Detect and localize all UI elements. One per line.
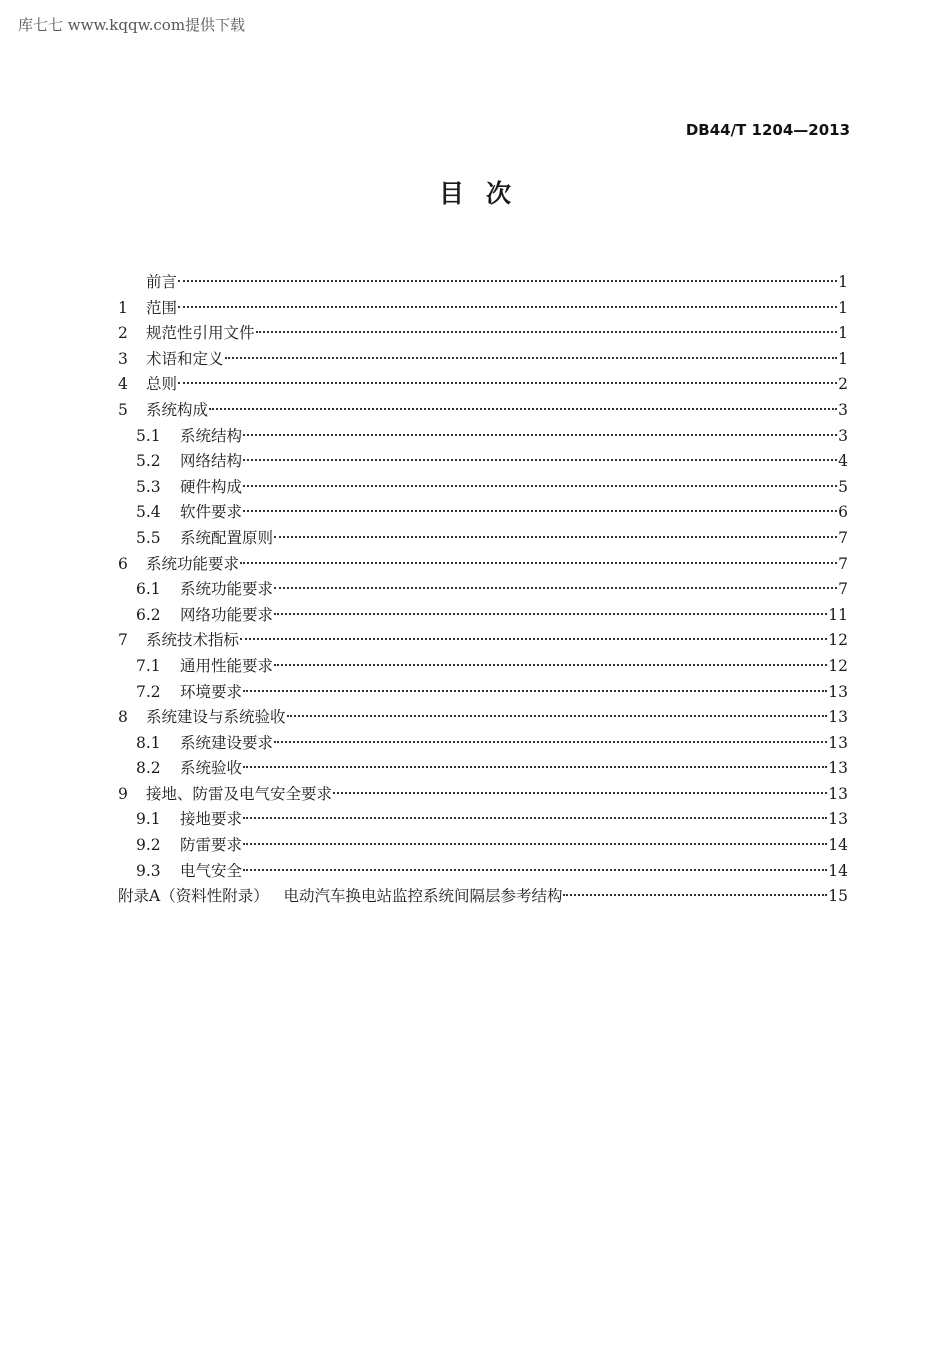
toc-dot-leader — [243, 485, 837, 487]
toc-entry-number: 8 — [118, 708, 128, 727]
toc-entry-page: 14 — [828, 836, 848, 855]
toc-entry-label: 系统配置原则 — [180, 528, 274, 547]
toc-entry-page: 13 — [828, 708, 848, 727]
table-of-contents — [118, 270, 848, 910]
toc-dot-leader — [243, 510, 837, 512]
toc-entry-number: 7.2 — [136, 682, 161, 701]
toc-entry-page: 1 — [838, 298, 848, 317]
toc-entry-label: 系统建设要求 — [180, 733, 274, 752]
toc-entry-label: 术语和定义 — [146, 349, 224, 368]
toc-entry-label: 网络功能要求 — [180, 605, 274, 624]
toc-entry-page: 5 — [838, 477, 848, 496]
toc-entry-label: 防雷要求 — [180, 836, 243, 855]
toc-entry-page: 12 — [828, 656, 848, 675]
toc-entry-label: 系统构成 — [146, 400, 209, 419]
toc-entry-page: 13 — [828, 810, 848, 829]
toc-entry[interactable] — [118, 347, 848, 373]
toc-entry-page: 13 — [828, 784, 848, 803]
toc-entry-page: 13 — [828, 682, 848, 701]
toc-entry-label: 系统验收 — [180, 759, 243, 778]
toc-entry-label: 通用性能要求 — [180, 656, 274, 675]
toc-dot-leader — [274, 613, 827, 615]
toc-entry[interactable] — [118, 475, 848, 501]
toc-entry-number: 6 — [118, 554, 128, 573]
toc-entry-number: 9.1 — [136, 810, 161, 829]
toc-entry-label: 接地要求 — [180, 810, 243, 829]
toc-entry-page: 12 — [828, 631, 848, 650]
toc-entry-label: 接地、防雷及电气安全要求 — [146, 784, 333, 803]
toc-entry-number: 6.2 — [136, 605, 161, 624]
toc-dot-leader — [178, 280, 837, 282]
toc-dot-leader — [209, 408, 837, 410]
toc-entry-label: 网络结构 — [180, 452, 243, 471]
toc-dot-leader — [243, 817, 827, 819]
toc-entry[interactable] — [118, 577, 848, 603]
toc-entry-number: 9.2 — [136, 836, 161, 855]
toc-entry-label: 软件要求 — [180, 503, 243, 522]
toc-entry-page: 1 — [838, 324, 848, 343]
toc-entry-page: 7 — [838, 580, 848, 599]
toc-entry-label: 电气安全 — [180, 861, 243, 880]
toc-entry-label: 规范性引用文件 — [146, 324, 255, 343]
toc-dot-leader — [274, 587, 837, 589]
toc-entry-number: 5.4 — [136, 503, 161, 522]
toc-entry[interactable] — [118, 705, 848, 731]
toc-entry-page: 1 — [838, 273, 848, 291]
toc-entry[interactable] — [118, 398, 848, 424]
toc-entry[interactable] — [118, 884, 848, 910]
toc-entry-page: 1 — [838, 349, 848, 368]
toc-dot-leader — [243, 766, 827, 768]
toc-entry-page: 13 — [828, 733, 848, 752]
toc-entry[interactable] — [118, 270, 848, 296]
toc-dot-leader — [243, 434, 837, 436]
toc-entry[interactable] — [118, 782, 848, 808]
toc-dot-leader — [240, 638, 827, 640]
toc-dot-leader — [274, 741, 827, 743]
toc-entry-number: 1 — [118, 298, 128, 317]
toc-entry-label: 系统技术指标 — [146, 631, 240, 650]
toc-entry-number: 2 — [118, 324, 128, 343]
page-title: 目次 — [438, 179, 533, 208]
toc-entry[interactable] — [118, 807, 848, 833]
toc-dot-leader — [243, 869, 827, 871]
toc-entry-number: 5.2 — [136, 452, 161, 471]
toc-entry-label: 范围 — [146, 298, 178, 317]
toc-entry-page: 7 — [838, 528, 848, 547]
toc-dot-leader — [243, 843, 827, 845]
toc-entry-number: 5 — [118, 400, 128, 419]
toc-entry[interactable] — [118, 654, 848, 680]
toc-dot-leader — [563, 894, 827, 896]
toc-entry[interactable] — [118, 756, 848, 782]
toc-dot-leader — [225, 357, 838, 359]
toc-entry-label: 前言 — [146, 273, 178, 291]
toc-dot-leader — [243, 459, 837, 461]
toc-entry-number: 5.3 — [136, 477, 161, 496]
toc-entry[interactable] — [118, 859, 848, 885]
toc-entry-number: 4 — [118, 375, 128, 394]
toc-entry-number: 5.5 — [136, 528, 161, 547]
toc-entry-page: 11 — [828, 605, 848, 624]
document-number: DB44/T 1204—2013 — [685, 121, 850, 139]
toc-entry-label: 附录A（资料性附录） 电动汽车换电站监控系统间隔层参考结构 — [118, 887, 563, 906]
toc-entry-label: 系统建设与系统验收 — [146, 708, 286, 727]
toc-dot-leader — [243, 690, 827, 692]
toc-entry[interactable] — [118, 680, 848, 706]
toc-entry-page: 15 — [828, 887, 848, 906]
toc-entry-number: 6.1 — [136, 580, 161, 599]
toc-entry-number: 7.1 — [136, 656, 161, 675]
toc-entry-page: 7 — [838, 554, 848, 573]
toc-entry[interactable] — [118, 552, 848, 578]
toc-entry-page: 3 — [838, 400, 848, 419]
toc-dot-leader — [274, 536, 837, 538]
toc-dot-leader — [333, 792, 827, 794]
toc-entry-label: 硬件构成 — [180, 477, 243, 496]
toc-entry[interactable] — [118, 603, 848, 629]
toc-entry-page: 3 — [838, 426, 848, 445]
toc-entry[interactable] — [118, 628, 848, 654]
toc-entry-label: 系统功能要求 — [180, 580, 274, 599]
toc-entry-label: 环境要求 — [180, 682, 243, 701]
toc-entry[interactable] — [118, 449, 848, 475]
toc-entry[interactable] — [118, 424, 848, 450]
toc-entry-label: 系统结构 — [180, 426, 243, 445]
toc-entry-number: 3 — [118, 349, 128, 368]
watermark-text: 库七七 www.kqqw.com提供下载 — [18, 16, 246, 34]
toc-entry[interactable] — [118, 372, 848, 398]
toc-entry-page: 4 — [838, 452, 848, 471]
toc-entry-number: 9 — [118, 784, 128, 803]
toc-entry-label: 总则 — [146, 375, 178, 394]
toc-entry[interactable] — [118, 526, 848, 552]
toc-entry-number: 7 — [118, 631, 128, 650]
toc-entry-page: 14 — [828, 861, 848, 880]
toc-entry-number: 9.3 — [136, 861, 161, 880]
toc-dot-leader — [178, 382, 837, 384]
toc-entry-page: 13 — [828, 759, 848, 778]
toc-entry[interactable] — [118, 321, 848, 347]
toc-dot-leader — [256, 331, 838, 333]
toc-entry-number: 8.2 — [136, 759, 161, 778]
toc-entry-number: 5.1 — [136, 426, 161, 445]
toc-entry-label: 系统功能要求 — [146, 554, 240, 573]
toc-dot-leader — [274, 664, 827, 666]
toc-dot-leader — [287, 715, 828, 717]
toc-entry-number: 8.1 — [136, 733, 161, 752]
toc-entry[interactable] — [118, 833, 848, 859]
toc-dot-leader — [240, 562, 837, 564]
toc-dot-leader — [178, 306, 837, 308]
toc-entry-page: 2 — [838, 375, 848, 394]
toc-entry[interactable] — [118, 500, 848, 526]
toc-entry[interactable] — [118, 296, 848, 322]
toc-entry-page: 6 — [838, 503, 848, 522]
toc-entry[interactable] — [118, 731, 848, 757]
